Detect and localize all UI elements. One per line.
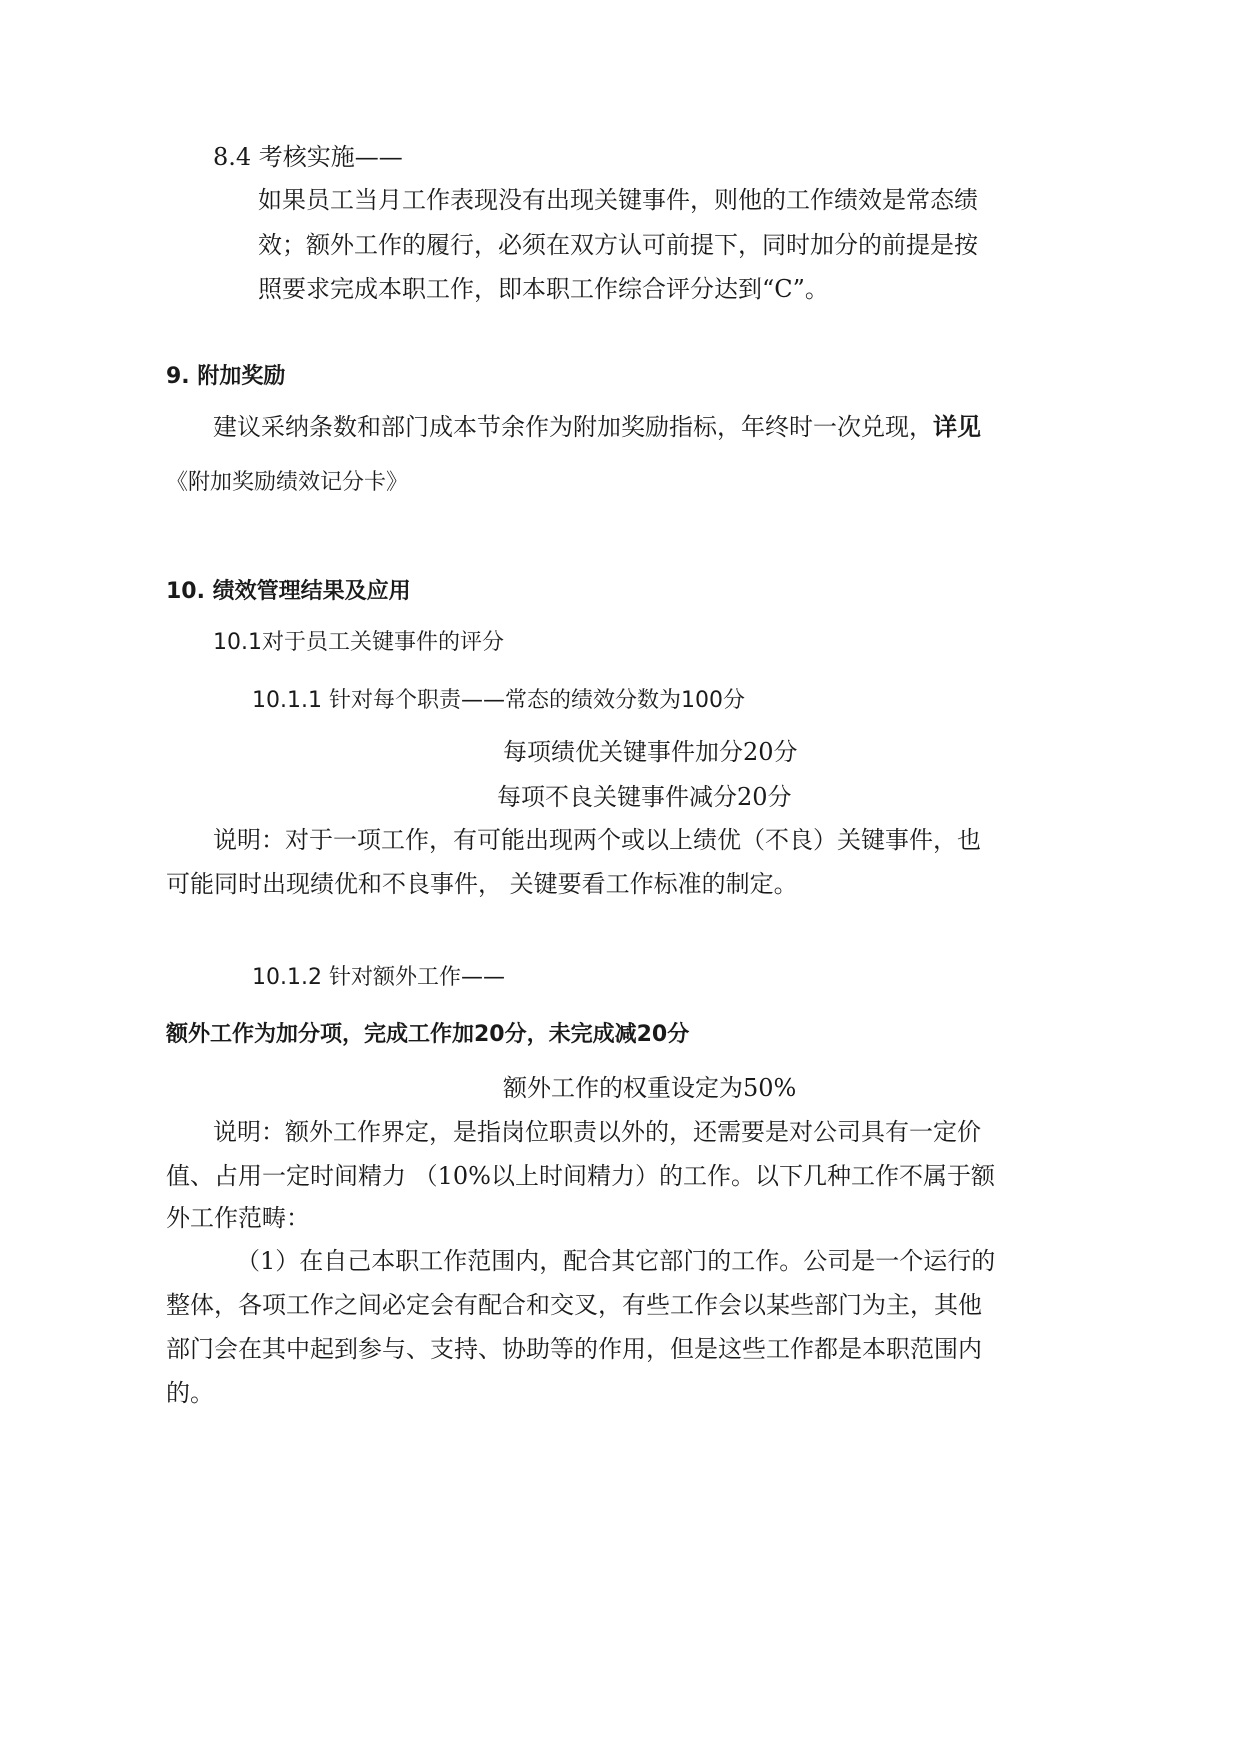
item-10-1-1-rule-minus: 每项不良关键事件减分20分 (497, 783, 792, 811)
item-10-1-1-note-line-2: 可能同时出现绩优和不良事件， 关键要看工作标准的制定。 (166, 870, 798, 898)
section-10-heading: 10. 绩效管理结果及应用 (166, 579, 411, 604)
section-8-4-title: 8.4 考核实施—— (213, 143, 403, 171)
section-9-line-1 (213, 415, 981, 439)
case-1-line-2: 整体，各项工作之间必定会有配合和交叉，有些工作会以某些部门为主，其他 (166, 1291, 982, 1319)
item-10-1-2-rule: 额外工作为加分项，完成工作加20分，未完成减20分 (166, 1022, 690, 1047)
item-10-1-1-title: 10.1.1 针对每个职责——常态的绩效分数为100分 (252, 688, 745, 713)
section-8-4-line-2: 效；额外工作的履行，必须在双方认可前提下，同时加分的前提是按 (258, 231, 978, 259)
case-1-line-4: 的。 (166, 1379, 214, 1407)
case-1-line-1: （1）在自己本职工作范围内，配合其它部门的工作。公司是一个运行的 (236, 1247, 996, 1275)
section-10-1-heading: 10.1对于员工关键事件的评分 (213, 630, 504, 655)
item-10-1-1-note-line-1: 说明：对于一项工作，有可能出现两个或以上绩优（不良）关键事件，也 (213, 826, 981, 854)
section-9-line-1-bold: 详见 (933, 413, 981, 441)
section-9-line-1-text: 建议采纳条数和部门成本节余作为附加奖励指标，年终时一次兑现， (213, 413, 933, 441)
item-10-1-2-title: 10.1.2 针对额外工作—— (252, 965, 505, 990)
item-10-1-1-rule-plus: 每项绩优关键事件加分20分 (503, 738, 798, 766)
section-8-4-line-3: 照要求完成本职工作，即本职工作综合评分达到“C”。 (258, 275, 829, 303)
item-10-1-2-note-line-3: 外工作范畴： (166, 1204, 310, 1232)
section-8-4-line-1: 如果员工当月工作表现没有出现关键事件，则他的工作绩效是常态绩 (258, 186, 978, 214)
item-10-1-2-note-line-1: 说明：额外工作界定，是指岗位职责以外的，还需要是对公司具有一定价 (213, 1118, 981, 1146)
section-9-heading: 9. 附加奖励 (166, 364, 286, 389)
section-9-line-2: 《附加奖励绩效记分卡》 (166, 470, 409, 495)
item-10-1-2-weight: 额外工作的权重设定为50% (503, 1074, 797, 1102)
item-10-1-2-note-line-2: 值、占用一定时间精力 （10%以上时间精力）的工作。以下几种工作不属于额 (166, 1162, 995, 1190)
case-1-line-3: 部门会在其中起到参与、支持、协助等的作用，但是这些工作都是本职范围内 (166, 1335, 982, 1363)
